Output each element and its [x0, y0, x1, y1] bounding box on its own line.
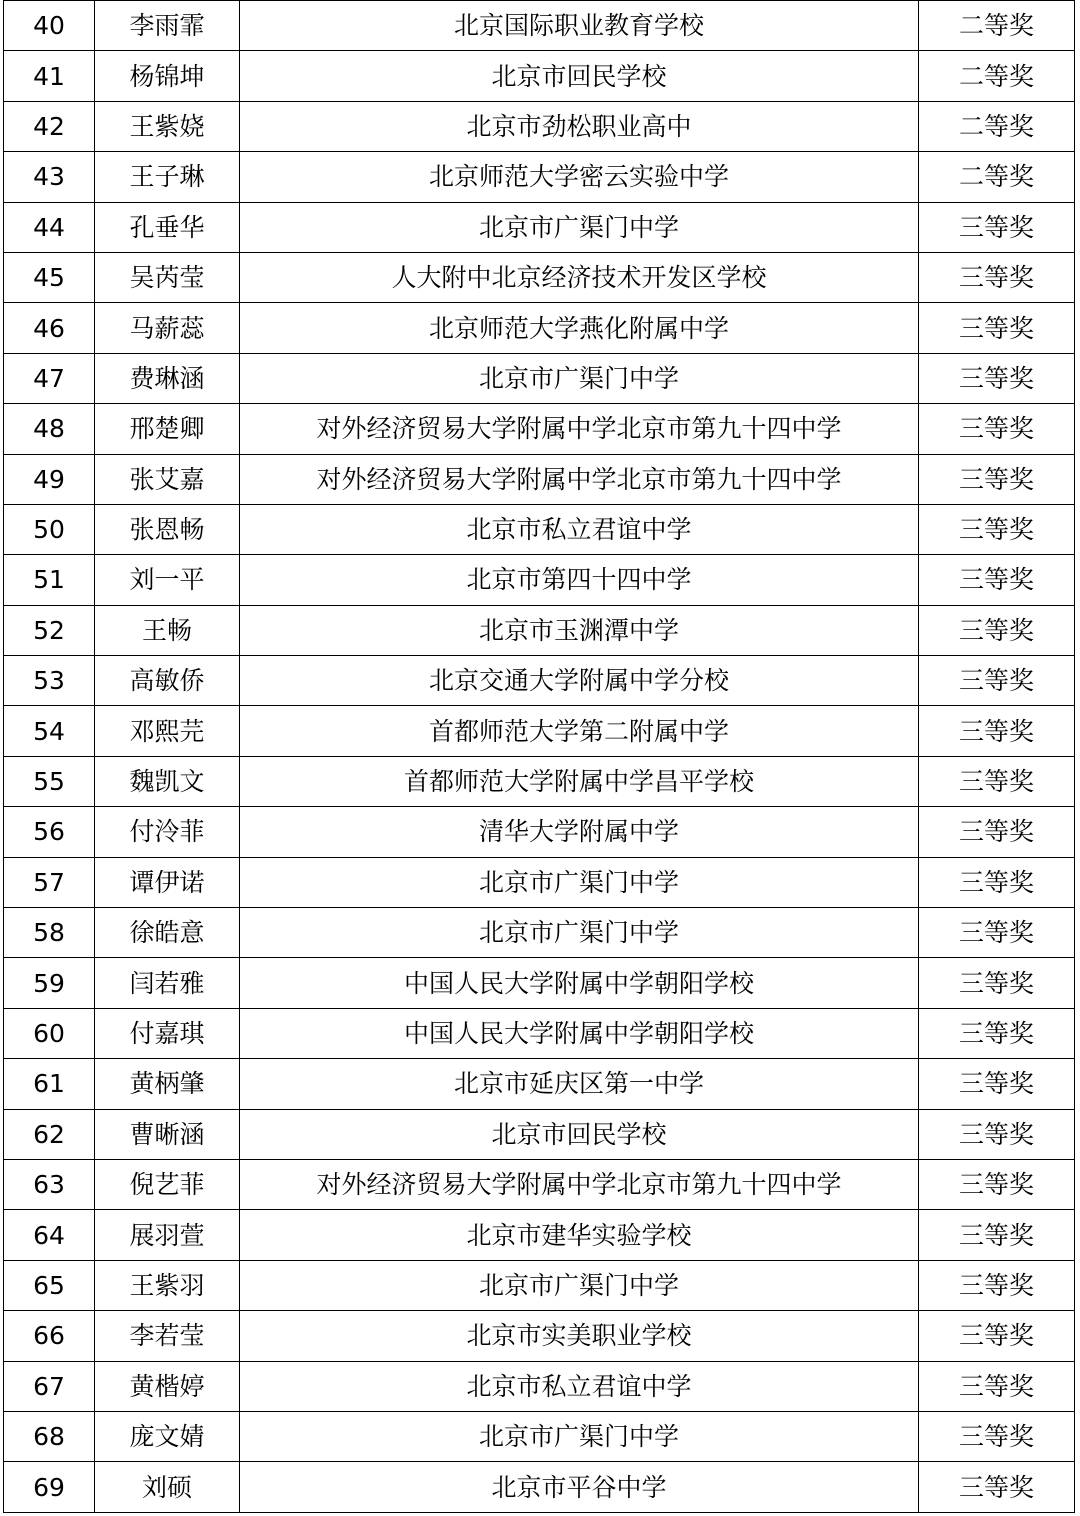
- student-name: 展羽萱: [95, 1210, 240, 1260]
- table-row: [4, 1361, 1075, 1411]
- row-number: 48: [4, 404, 95, 454]
- table-row: [4, 807, 1075, 857]
- awards-table: [3, 0, 1075, 1513]
- school-name: 北京市第四十四中学: [240, 555, 919, 605]
- table-row: [4, 1008, 1075, 1058]
- row-number: 64: [4, 1210, 95, 1260]
- table-row: [4, 605, 1075, 655]
- row-number: 50: [4, 504, 95, 554]
- table-row: [4, 1059, 1075, 1109]
- student-name: 张恩畅: [95, 504, 240, 554]
- table-row: [4, 504, 1075, 554]
- award-level: 三等奖: [919, 605, 1075, 655]
- table-row: [4, 1260, 1075, 1310]
- student-name: 吴芮莹: [95, 252, 240, 302]
- table-row: [4, 756, 1075, 806]
- school-name: 北京市建华实验学校: [240, 1210, 919, 1260]
- table-row: [4, 353, 1075, 403]
- row-number: 56: [4, 807, 95, 857]
- award-level: 三等奖: [919, 958, 1075, 1008]
- student-name: 曹晰涵: [95, 1109, 240, 1159]
- student-name: 王畅: [95, 605, 240, 655]
- table-row: [4, 404, 1075, 454]
- school-name: 人大附中北京经济技术开发区学校: [240, 252, 919, 302]
- row-number: 67: [4, 1361, 95, 1411]
- award-level: 三等奖: [919, 303, 1075, 353]
- row-number: 52: [4, 605, 95, 655]
- award-level: 三等奖: [919, 656, 1075, 706]
- student-name: 李雨霏: [95, 1, 240, 51]
- row-number: 54: [4, 706, 95, 756]
- row-number: 69: [4, 1462, 95, 1512]
- row-number: 49: [4, 454, 95, 504]
- school-name: 北京国际职业教育学校: [240, 1, 919, 51]
- school-name: 北京市延庆区第一中学: [240, 1059, 919, 1109]
- school-name: 北京市私立君谊中学: [240, 504, 919, 554]
- table-row: [4, 1159, 1075, 1209]
- award-level: 三等奖: [919, 454, 1075, 504]
- table-row: [4, 152, 1075, 202]
- school-name: 对外经济贸易大学附属中学北京市第九十四中学: [240, 404, 919, 454]
- award-level: 三等奖: [919, 1462, 1075, 1512]
- award-level: 二等奖: [919, 1, 1075, 51]
- row-number: 60: [4, 1008, 95, 1058]
- student-name: 邓熙芫: [95, 706, 240, 756]
- school-name: 首都师范大学附属中学昌平学校: [240, 756, 919, 806]
- student-name: 闫若雅: [95, 958, 240, 1008]
- award-level: 三等奖: [919, 1411, 1075, 1461]
- student-name: 黄楷婷: [95, 1361, 240, 1411]
- school-name: 北京市广渠门中学: [240, 1411, 919, 1461]
- student-name: 徐皓意: [95, 908, 240, 958]
- student-name: 倪艺菲: [95, 1159, 240, 1209]
- award-level: 三等奖: [919, 1109, 1075, 1159]
- student-name: 魏凯文: [95, 756, 240, 806]
- school-name: 北京师范大学燕化附属中学: [240, 303, 919, 353]
- table-row: [4, 1462, 1075, 1512]
- row-number: 42: [4, 101, 95, 151]
- table-row: [4, 1411, 1075, 1461]
- table-row: [4, 908, 1075, 958]
- school-name: 北京市实美职业学校: [240, 1311, 919, 1361]
- award-level: 二等奖: [919, 101, 1075, 151]
- award-level: 三等奖: [919, 252, 1075, 302]
- award-level: 三等奖: [919, 555, 1075, 605]
- table-row: [4, 101, 1075, 151]
- school-name: 对外经济贸易大学附属中学北京市第九十四中学: [240, 454, 919, 504]
- row-number: 45: [4, 252, 95, 302]
- table-row: [4, 555, 1075, 605]
- award-level: 三等奖: [919, 202, 1075, 252]
- table-row: [4, 252, 1075, 302]
- award-level: 三等奖: [919, 1059, 1075, 1109]
- student-name: 杨锦坤: [95, 51, 240, 101]
- row-number: 62: [4, 1109, 95, 1159]
- table-row: [4, 1210, 1075, 1260]
- student-name: 王子琳: [95, 152, 240, 202]
- student-name: 高敏侨: [95, 656, 240, 706]
- student-name: 付泠菲: [95, 807, 240, 857]
- row-number: 59: [4, 958, 95, 1008]
- award-level: 三等奖: [919, 1361, 1075, 1411]
- school-name: 北京交通大学附属中学分校: [240, 656, 919, 706]
- row-number: 47: [4, 353, 95, 403]
- school-name: 北京市回民学校: [240, 51, 919, 101]
- table-row: [4, 202, 1075, 252]
- row-number: 65: [4, 1260, 95, 1310]
- row-number: 66: [4, 1311, 95, 1361]
- student-name: 张艾嘉: [95, 454, 240, 504]
- row-number: 63: [4, 1159, 95, 1209]
- student-name: 马薪蕊: [95, 303, 240, 353]
- student-name: 刘硕: [95, 1462, 240, 1512]
- student-name: 黄柄肇: [95, 1059, 240, 1109]
- school-name: 北京市私立君谊中学: [240, 1361, 919, 1411]
- row-number: 57: [4, 857, 95, 907]
- row-number: 44: [4, 202, 95, 252]
- row-number: 68: [4, 1411, 95, 1461]
- row-number: 43: [4, 152, 95, 202]
- row-number: 58: [4, 908, 95, 958]
- table-row: [4, 1311, 1075, 1361]
- award-level: 三等奖: [919, 504, 1075, 554]
- student-name: 王紫羽: [95, 1260, 240, 1310]
- school-name: 首都师范大学第二附属中学: [240, 706, 919, 756]
- student-name: 邢楚卿: [95, 404, 240, 454]
- school-name: 北京市广渠门中学: [240, 202, 919, 252]
- school-name: 中国人民大学附属中学朝阳学校: [240, 1008, 919, 1058]
- student-name: 付嘉琪: [95, 1008, 240, 1058]
- row-number: 40: [4, 1, 95, 51]
- award-level: 三等奖: [919, 1210, 1075, 1260]
- award-level: 三等奖: [919, 1260, 1075, 1310]
- award-level: 三等奖: [919, 857, 1075, 907]
- row-number: 51: [4, 555, 95, 605]
- school-name: 北京市广渠门中学: [240, 908, 919, 958]
- award-level: 三等奖: [919, 908, 1075, 958]
- student-name: 谭伊诺: [95, 857, 240, 907]
- student-name: 费琳涵: [95, 353, 240, 403]
- row-number: 53: [4, 656, 95, 706]
- table-row: [4, 656, 1075, 706]
- award-level: 三等奖: [919, 1008, 1075, 1058]
- award-level: 三等奖: [919, 1159, 1075, 1209]
- school-name: 北京市广渠门中学: [240, 857, 919, 907]
- award-level: 三等奖: [919, 404, 1075, 454]
- table-row: [4, 706, 1075, 756]
- award-level: 三等奖: [919, 807, 1075, 857]
- school-name: 北京市广渠门中学: [240, 353, 919, 403]
- table-row: [4, 958, 1075, 1008]
- table-row: [4, 454, 1075, 504]
- school-name: 清华大学附属中学: [240, 807, 919, 857]
- student-name: 刘一平: [95, 555, 240, 605]
- student-name: 李若莹: [95, 1311, 240, 1361]
- awards-table-body: [4, 1, 1075, 1513]
- row-number: 46: [4, 303, 95, 353]
- student-name: 孔垂华: [95, 202, 240, 252]
- award-level: 三等奖: [919, 353, 1075, 403]
- school-name: 北京市回民学校: [240, 1109, 919, 1159]
- school-name: 对外经济贸易大学附属中学北京市第九十四中学: [240, 1159, 919, 1209]
- row-number: 41: [4, 51, 95, 101]
- table-row: [4, 857, 1075, 907]
- award-level: 二等奖: [919, 51, 1075, 101]
- table-row: [4, 303, 1075, 353]
- student-name: 王紫娆: [95, 101, 240, 151]
- award-level: 三等奖: [919, 1311, 1075, 1361]
- award-level: 三等奖: [919, 706, 1075, 756]
- award-level: 三等奖: [919, 756, 1075, 806]
- school-name: 北京师范大学密云实验中学: [240, 152, 919, 202]
- school-name: 北京市劲松职业高中: [240, 101, 919, 151]
- row-number: 55: [4, 756, 95, 806]
- student-name: 庞文婧: [95, 1411, 240, 1461]
- table-row: [4, 1, 1075, 51]
- school-name: 北京市广渠门中学: [240, 1260, 919, 1310]
- row-number: 61: [4, 1059, 95, 1109]
- school-name: 北京市玉渊潭中学: [240, 605, 919, 655]
- school-name: 中国人民大学附属中学朝阳学校: [240, 958, 919, 1008]
- table-row: [4, 51, 1075, 101]
- school-name: 北京市平谷中学: [240, 1462, 919, 1512]
- table-row: [4, 1109, 1075, 1159]
- award-level: 二等奖: [919, 152, 1075, 202]
